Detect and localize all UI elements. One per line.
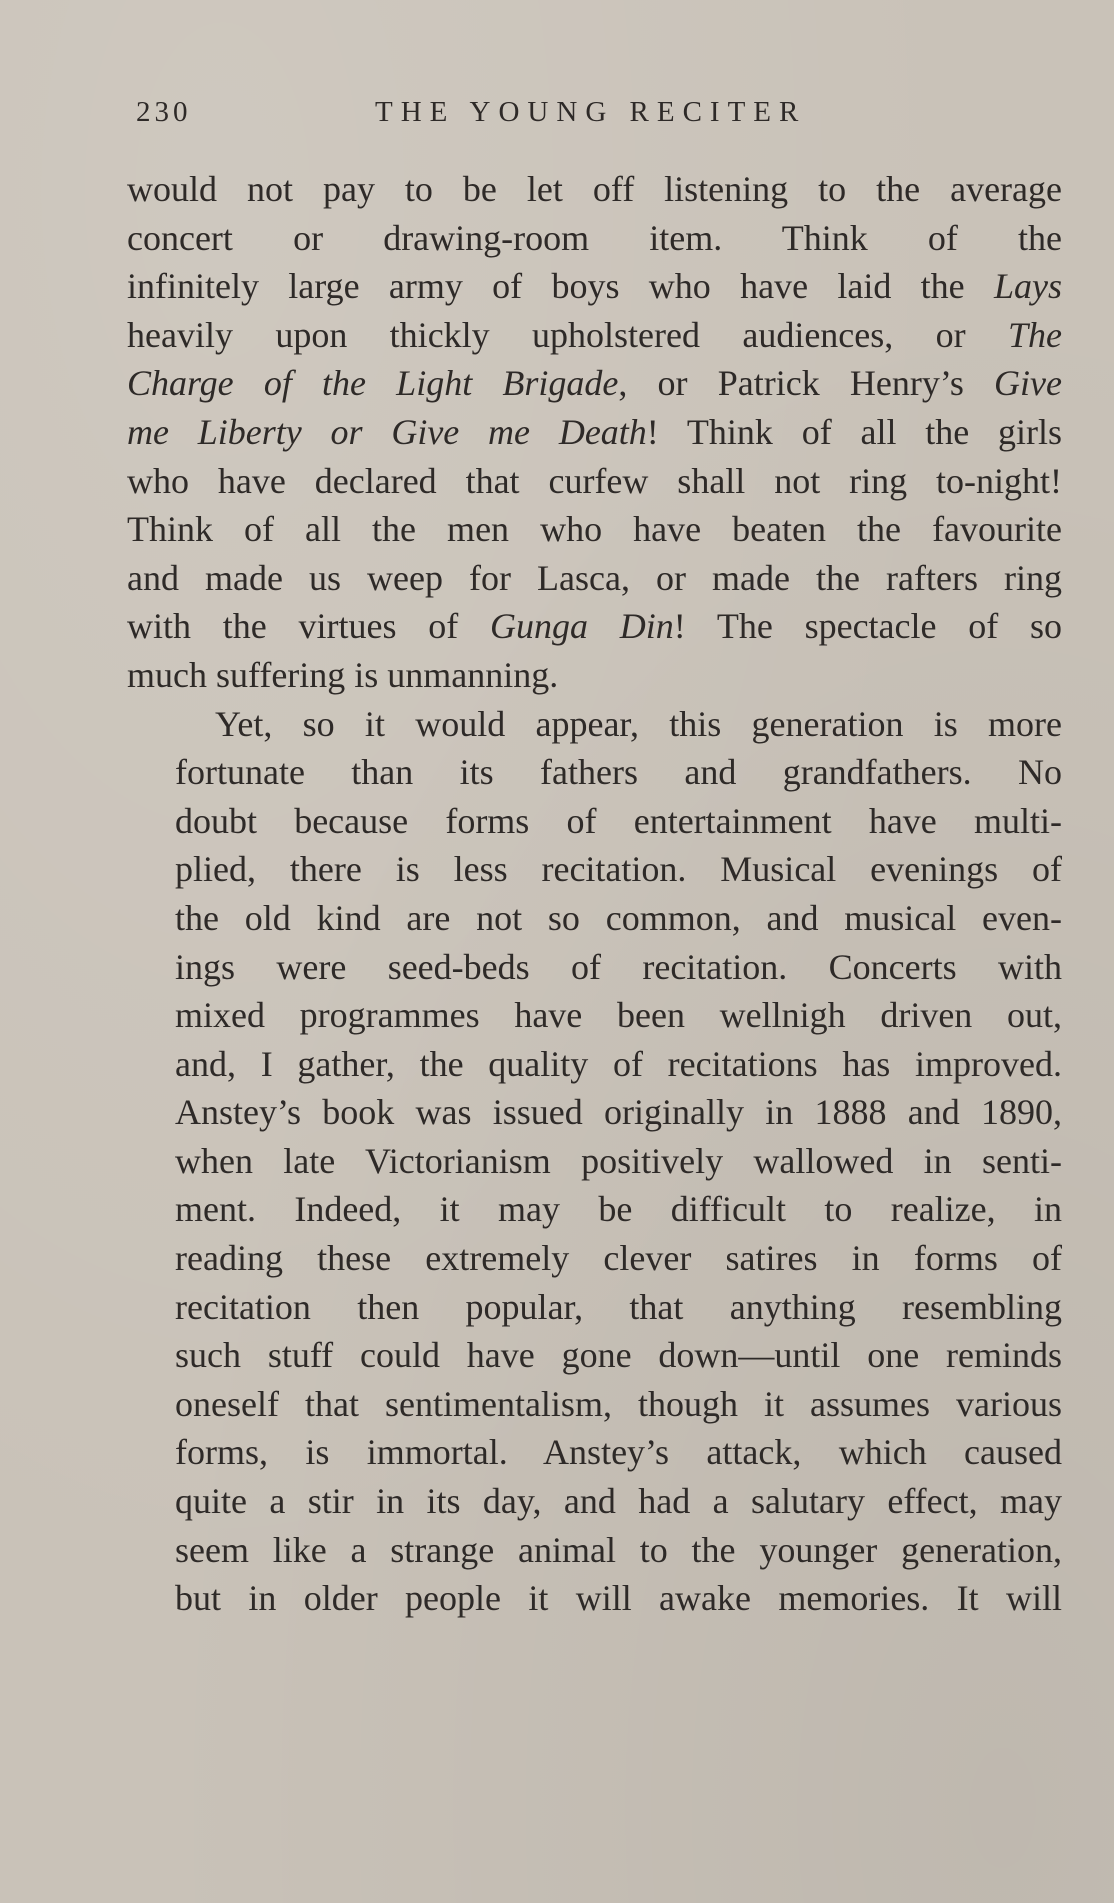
text-line bbox=[127, 1331, 1062, 1380]
text-line bbox=[127, 262, 1062, 311]
text-run: infinitely large army of boys who have laid the bbox=[127, 266, 994, 307]
text-run: but in older people it will awake memories. It will bbox=[175, 1578, 1062, 1619]
text-run: doubt because forms of entertainment have multi- bbox=[175, 800, 1062, 841]
text-run: , or Patrick Henry’s bbox=[618, 363, 995, 404]
text-run: such stuff could have gone down—until one reminds bbox=[175, 1335, 1062, 1376]
text-line bbox=[127, 1380, 1062, 1429]
text-run: and, I gather, the quality of recitations has improved. bbox=[175, 1043, 1062, 1084]
text-run: fortunate than its fathers and grandfathers. No bbox=[175, 752, 1062, 793]
text-run: the old kind are not so common, and musical even- bbox=[175, 897, 1062, 938]
running-head bbox=[130, 96, 1060, 136]
text-line bbox=[127, 554, 1062, 603]
text-run: oneself that sentimentalism, though it assumes various bbox=[175, 1383, 1062, 1424]
italic-text: Give bbox=[994, 363, 1062, 404]
text-line bbox=[127, 165, 1062, 214]
text-line bbox=[127, 408, 1062, 457]
text-run: seem like a strange animal to the younger generation, bbox=[175, 1529, 1062, 1570]
text-line bbox=[127, 1526, 1062, 1575]
text-line bbox=[127, 1283, 1062, 1332]
text-line bbox=[127, 457, 1062, 506]
text-run: reading these extremely clever satires in forms of bbox=[175, 1238, 1062, 1279]
running-title: THE YOUNG RECITER bbox=[375, 96, 807, 128]
paragraph bbox=[127, 165, 1062, 700]
text-line bbox=[127, 651, 1062, 700]
text-line bbox=[127, 1477, 1062, 1526]
text-run: mixed programmes have been wellnigh driven out, bbox=[175, 995, 1062, 1036]
text-line bbox=[127, 311, 1062, 360]
text-run: would not pay to be let off listening to the average bbox=[127, 169, 1062, 209]
page-number: 230 bbox=[136, 96, 192, 128]
text-line bbox=[127, 602, 1062, 651]
text-line bbox=[127, 1185, 1062, 1234]
text-line bbox=[127, 1428, 1062, 1477]
italic-text: Charge of the Light Brigade bbox=[127, 363, 619, 404]
text-run: with the virtues of bbox=[127, 606, 490, 647]
text-run: plied, there is less recitation. Musical evenings of bbox=[175, 849, 1062, 890]
text-run: forms, is immortal. Anstey’s attack, which caused bbox=[175, 1432, 1062, 1473]
text-line bbox=[127, 1234, 1062, 1283]
text-line bbox=[127, 748, 1062, 797]
text-run: ! Think of all the girls bbox=[646, 411, 1062, 452]
text-run: heavily upon thickly upholstered audiences, or bbox=[127, 314, 1008, 355]
text-line bbox=[127, 845, 1062, 894]
text-run: Think of all the men who have beaten the favourite bbox=[127, 509, 1062, 550]
text-run: Yet, so it would appear, this generation is more bbox=[215, 703, 1062, 744]
text-run: and made us weep for Lasca, or made the rafters ring bbox=[127, 557, 1062, 598]
text-line bbox=[127, 797, 1062, 846]
text-run: Anstey’s book was issued originally in 1888 and 1890, bbox=[175, 1092, 1062, 1133]
italic-text: The bbox=[1008, 314, 1062, 355]
text-line bbox=[127, 1137, 1062, 1186]
text-run: concert or drawing-room item. Think of the bbox=[127, 217, 1062, 258]
text-line bbox=[127, 894, 1062, 943]
text-run: who have declared that curfew shall not ring to-night! bbox=[127, 460, 1062, 501]
italic-text: Gunga Din bbox=[490, 606, 674, 647]
text-line bbox=[127, 214, 1062, 263]
text-run: ment. Indeed, it may be difficult to realize, in bbox=[175, 1189, 1062, 1230]
paragraph bbox=[127, 700, 1062, 1623]
text-line bbox=[127, 359, 1062, 408]
text-line bbox=[127, 1088, 1062, 1137]
text-line bbox=[127, 505, 1062, 554]
text-run: ings were seed-beds of recitation. Concerts with bbox=[175, 946, 1062, 987]
body-text bbox=[127, 165, 1062, 1623]
text-line bbox=[127, 700, 1062, 749]
italic-text: Lays bbox=[993, 266, 1062, 307]
text-line bbox=[127, 1040, 1062, 1089]
text-line bbox=[127, 943, 1062, 992]
text-line bbox=[127, 991, 1062, 1040]
text-run: when late Victorianism positively wallowed in senti- bbox=[175, 1140, 1062, 1181]
text-run: quite a stir in its day, and had a salutary effect, may bbox=[175, 1481, 1062, 1522]
text-run: much suffering is unmanning. bbox=[127, 654, 559, 695]
text-line bbox=[127, 1574, 1062, 1623]
text-run: recitation then popular, that anything resembling bbox=[175, 1286, 1062, 1327]
text-run: ! The spectacle of so bbox=[673, 606, 1063, 647]
italic-text: me Liberty or Give me Death bbox=[127, 411, 647, 452]
